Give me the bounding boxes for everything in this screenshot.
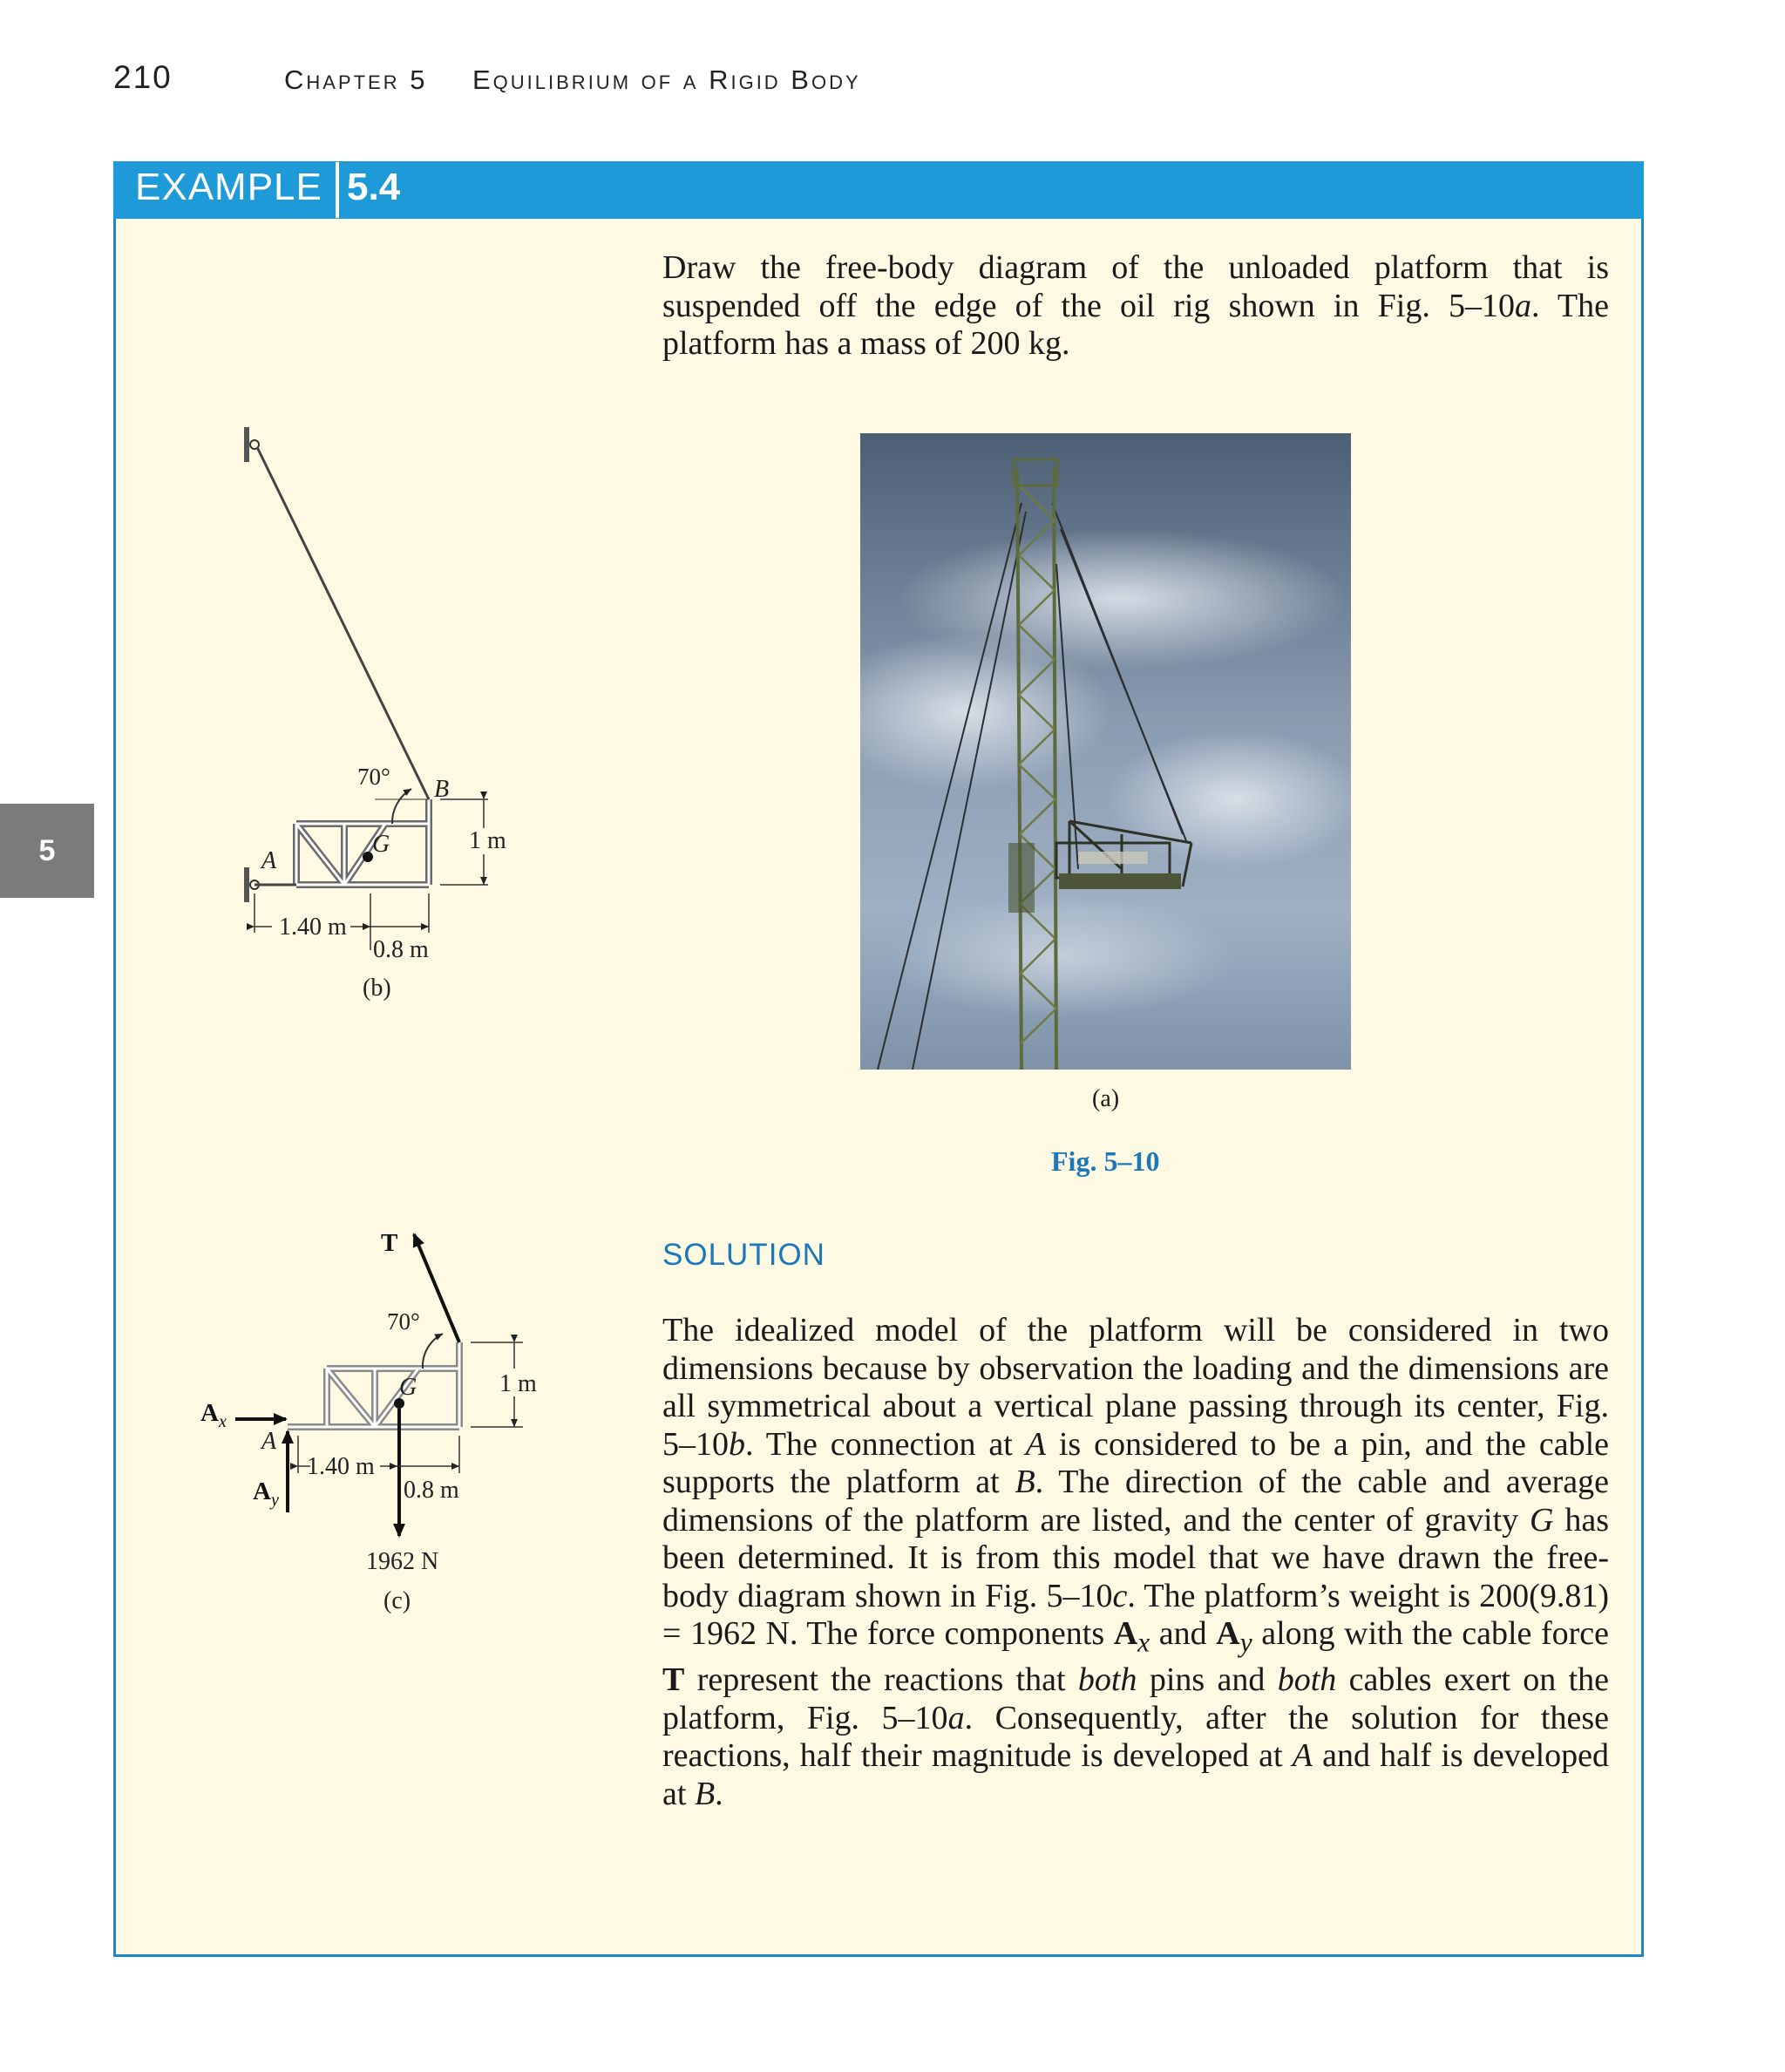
solution-text: The idealized model of the platform will be considered in two dimensions because by observation the loading and the dimensions are all symmetrical about a vertical plane passing through its center, Fig. 5–10b. The connection at A is considered to be a pin, and the cable supports the platform at B. The direction of the cable and average dimensions of the platform are listed, and the center of gravity G has been determined. It is from this model that we have drawn the free-body diagram shown in Fig. 5–10c. The platform’s weight is 200(9.81) = 1962 N. The force components $A_x$ and $A_y$ along with the cable force T represent the reactions that both pins and both cables exert on the platform, Fig. 5–10a. Consequently, after the solution for these reactions, half their magnitude is developed at A and half is developed at B.: [662, 1312, 1610, 1812]
oil-rig-photo: [860, 433, 1351, 1070]
diagram-b-caption: (b): [363, 975, 391, 1002]
dim-1-40: 1.40 m: [279, 914, 347, 941]
angle-label-fbd: 70°: [387, 1308, 420, 1335]
point-a-label: A: [261, 847, 277, 874]
cable: [257, 447, 429, 799]
example-number: 5.4: [347, 166, 401, 208]
point-g-label-fbd: G: [399, 1374, 417, 1401]
tension-arrow: [414, 1234, 459, 1342]
lower-wall-support: [244, 867, 249, 902]
idealized-model-diagram: [157, 410, 540, 1020]
height-dim-fbd: 1 m: [499, 1370, 537, 1397]
chapter-label: Chapter 5: [284, 65, 428, 95]
ax-label: $A_x$: [200, 1399, 227, 1431]
platform-truss: [296, 799, 429, 885]
problem-statement: Draw the free-body diagram of the unloaded platform that is suspended off the edge of the oil rig shown in Fig. 5–10a. The platform has a mass of 200 kg.: [662, 249, 1609, 362]
example-label: EXAMPLE: [135, 166, 322, 208]
tension-label: T: [381, 1229, 398, 1257]
solution-heading: SOLUTION: [662, 1238, 825, 1272]
point-a-label-fbd: A: [261, 1428, 277, 1455]
angle-label: 70°: [357, 764, 390, 790]
figure-label: Fig. 5–10: [1051, 1145, 1160, 1177]
point-b-label: B: [434, 776, 450, 803]
dim-0-8-fbd: 0.8 m: [404, 1477, 459, 1504]
dim-1-40-fbd: 1.40 m: [307, 1453, 375, 1480]
chapter-title: Equilibrium of a Rigid Body: [472, 65, 861, 95]
chapter-thumb-tab: 5: [0, 804, 94, 898]
photo-caption: (a): [1092, 1085, 1120, 1112]
ay-label: $A_y$: [253, 1478, 279, 1510]
upper-wall-support: [244, 427, 249, 462]
example-divider: [336, 162, 339, 218]
example-header-bar: [113, 161, 1644, 219]
free-body-diagram: [174, 1212, 558, 1630]
height-dim: 1 m: [469, 827, 506, 854]
page-number: 210: [113, 59, 173, 95]
weight-label: 1962 N: [366, 1548, 439, 1575]
diagram-c-caption: (c): [383, 1587, 411, 1614]
point-g-label: G: [372, 831, 390, 858]
dim-0-8: 0.8 m: [373, 936, 429, 963]
